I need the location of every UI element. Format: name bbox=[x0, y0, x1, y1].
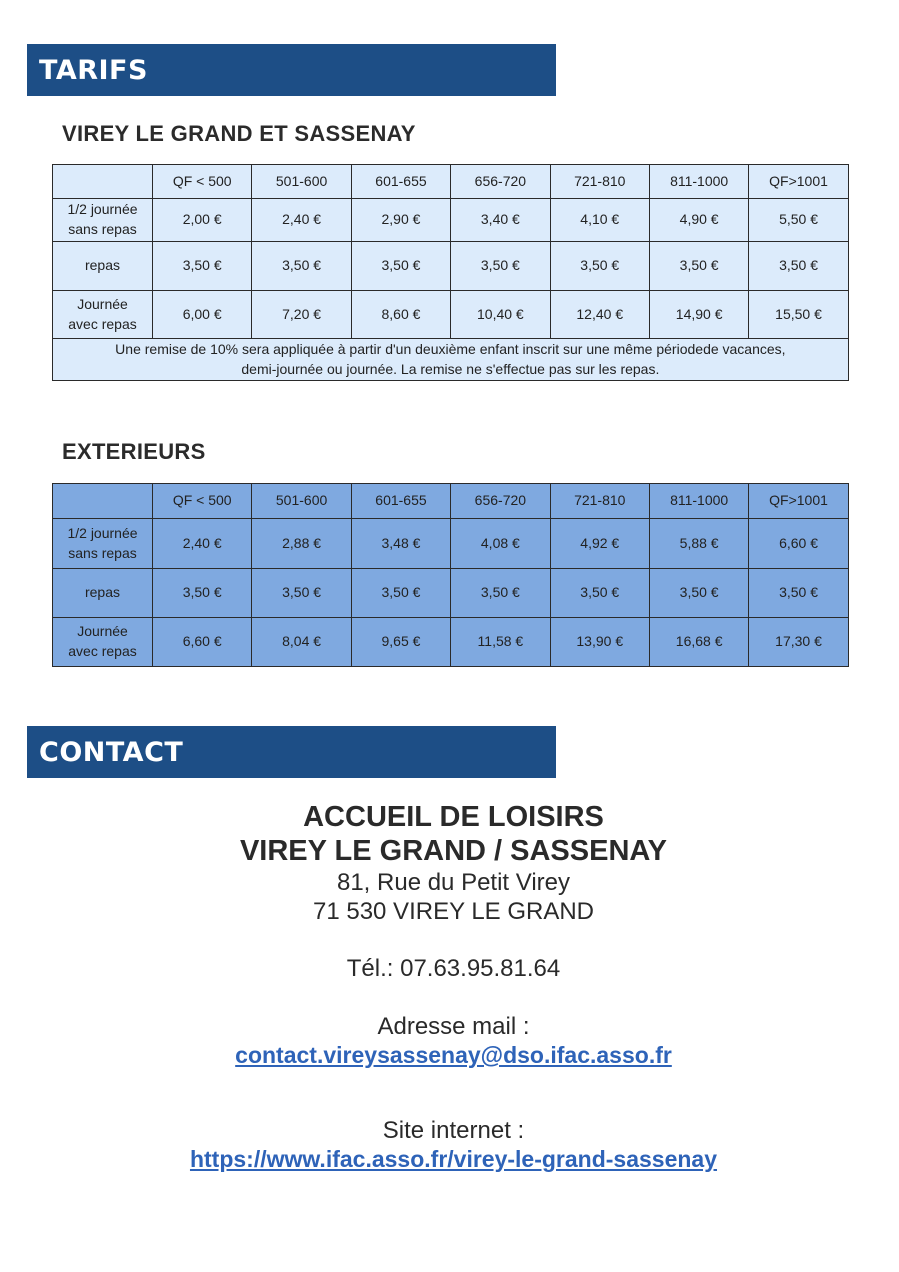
table-header-row bbox=[53, 165, 849, 199]
row-label-line: 1/2 journée bbox=[67, 524, 138, 541]
discount-note-row bbox=[53, 339, 849, 381]
street-address: 81, Rue du Petit Virey bbox=[336, 869, 571, 896]
mail-label: Adresse mail : bbox=[377, 1013, 530, 1040]
tarifs-section-banner bbox=[27, 44, 556, 96]
price-cell: 4,90 € bbox=[649, 199, 748, 242]
virey-table-title: VIREY LE GRAND ET SASSENAY bbox=[62, 121, 416, 146]
price-cell: 2,90 € bbox=[351, 199, 450, 242]
organization-location: VIREY LE GRAND / SASSENAY bbox=[239, 835, 668, 867]
contact-banner-label: CONTACT bbox=[39, 736, 184, 768]
price-cell: 3,50 € bbox=[451, 569, 550, 618]
row-label bbox=[53, 519, 153, 569]
table-row bbox=[53, 569, 849, 618]
row-label-line: Journée bbox=[77, 295, 128, 312]
discount-note-line: Une remise de 10% sera appliquée à partir d'un deuxième enfant inscrit sur une même périodede vacances, bbox=[115, 341, 786, 357]
price-cell: 3,50 € bbox=[451, 242, 550, 291]
price-cell: 2,40 € bbox=[153, 519, 252, 569]
price-cell: 3,50 € bbox=[749, 242, 848, 291]
price-cell: 5,88 € bbox=[649, 519, 748, 569]
price-cell: 17,30 € bbox=[749, 618, 848, 667]
header-cell: 501-600 bbox=[252, 484, 351, 519]
price-cell: 9,65 € bbox=[351, 618, 450, 667]
price-cell: 2,40 € bbox=[252, 199, 351, 242]
header-cell: 721-810 bbox=[550, 165, 649, 199]
price-cell: 6,60 € bbox=[749, 519, 848, 569]
price-cell: 7,20 € bbox=[252, 291, 351, 339]
table-row bbox=[53, 242, 849, 291]
mail-block bbox=[0, 1012, 899, 1070]
price-cell: 3,50 € bbox=[649, 569, 748, 618]
row-label bbox=[53, 291, 153, 339]
price-cell: 3,50 € bbox=[649, 242, 748, 291]
header-cell: 811-1000 bbox=[649, 165, 748, 199]
row-label bbox=[53, 199, 153, 242]
postal-city: 71 530 VIREY LE GRAND bbox=[312, 898, 595, 925]
price-cell: 3,50 € bbox=[550, 569, 649, 618]
price-cell: 3,40 € bbox=[451, 199, 550, 242]
header-cell: 656-720 bbox=[451, 165, 550, 199]
price-cell: 3,50 € bbox=[749, 569, 848, 618]
price-cell: 3,50 € bbox=[153, 569, 252, 618]
phone-number: Tél.: 07.63.95.81.64 bbox=[346, 955, 561, 982]
tarifs-banner-label: TARIFS bbox=[39, 54, 148, 86]
website-link[interactable]: https://www.ifac.asso.fr/virey-le-grand-sassenay bbox=[189, 1146, 718, 1172]
table-row bbox=[53, 291, 849, 339]
header-cell: QF < 500 bbox=[153, 484, 252, 519]
price-cell: 16,68 € bbox=[649, 618, 748, 667]
price-cell: 3,50 € bbox=[153, 242, 252, 291]
organization-name: ACCUEIL DE LOISIRS bbox=[303, 801, 604, 833]
exterieurs-tariff-table bbox=[52, 483, 849, 667]
table-row bbox=[53, 519, 849, 569]
discount-note bbox=[53, 339, 849, 381]
email-link[interactable]: contact.vireysassenay@dso.ifac.asso.fr bbox=[235, 1042, 672, 1068]
header-cell: 721-810 bbox=[550, 484, 649, 519]
header-cell: QF>1001 bbox=[749, 484, 848, 519]
row-label-line: sans repas bbox=[68, 544, 137, 561]
table-row bbox=[53, 199, 849, 242]
price-cell: 8,04 € bbox=[252, 618, 351, 667]
price-cell: 14,90 € bbox=[649, 291, 748, 339]
price-cell: 2,88 € bbox=[252, 519, 351, 569]
price-cell: 4,10 € bbox=[550, 199, 649, 242]
website-label: Site internet : bbox=[382, 1117, 525, 1144]
row-label-line: 1/2 journée bbox=[67, 201, 138, 218]
header-cell: QF < 500 bbox=[153, 165, 252, 199]
price-cell: 3,48 € bbox=[351, 519, 450, 569]
price-cell: 2,00 € bbox=[153, 199, 252, 242]
price-cell: 13,90 € bbox=[550, 618, 649, 667]
table-row bbox=[53, 618, 849, 667]
price-cell: 10,40 € bbox=[451, 291, 550, 339]
organization-block bbox=[0, 800, 899, 926]
discount-note-line: demi-journée ou journée. La remise ne s'effectue pas sur les repas. bbox=[241, 361, 660, 378]
virey-tariff-table bbox=[52, 164, 849, 381]
price-cell: 8,60 € bbox=[351, 291, 450, 339]
exterieurs-table-title: EXTERIEURS bbox=[62, 439, 206, 464]
table-header-row bbox=[53, 484, 849, 519]
header-cell: 811-1000 bbox=[649, 484, 748, 519]
contact-section-banner bbox=[27, 726, 556, 778]
website-block bbox=[0, 1116, 899, 1174]
price-cell: 12,40 € bbox=[550, 291, 649, 339]
price-cell: 11,58 € bbox=[451, 618, 550, 667]
row-label-line: Journée bbox=[77, 623, 128, 640]
price-cell: 15,50 € bbox=[749, 291, 848, 339]
phone-block bbox=[0, 954, 899, 983]
price-cell: 3,50 € bbox=[252, 569, 351, 618]
price-cell: 4,08 € bbox=[451, 519, 550, 569]
header-cell bbox=[53, 484, 153, 519]
price-cell: 3,50 € bbox=[550, 242, 649, 291]
header-cell: 601-655 bbox=[351, 165, 450, 199]
price-cell: 4,92 € bbox=[550, 519, 649, 569]
row-label-line: avec repas bbox=[68, 315, 137, 332]
price-cell: 3,50 € bbox=[351, 569, 450, 618]
row-label-line: avec repas bbox=[68, 643, 137, 659]
price-cell: 3,50 € bbox=[351, 242, 450, 291]
row-label: repas bbox=[53, 242, 153, 291]
header-cell: 501-600 bbox=[252, 165, 351, 199]
row-label-line: sans repas bbox=[68, 221, 137, 237]
header-cell: 656-720 bbox=[451, 484, 550, 519]
price-cell: 6,60 € bbox=[153, 618, 252, 667]
price-cell: 3,50 € bbox=[252, 242, 351, 291]
header-cell bbox=[53, 165, 153, 199]
row-label: repas bbox=[53, 569, 153, 618]
price-cell: 5,50 € bbox=[749, 199, 848, 242]
row-label bbox=[53, 618, 153, 667]
header-cell: 601-655 bbox=[351, 484, 450, 519]
price-cell: 6,00 € bbox=[153, 291, 252, 339]
header-cell: QF>1001 bbox=[749, 165, 848, 199]
